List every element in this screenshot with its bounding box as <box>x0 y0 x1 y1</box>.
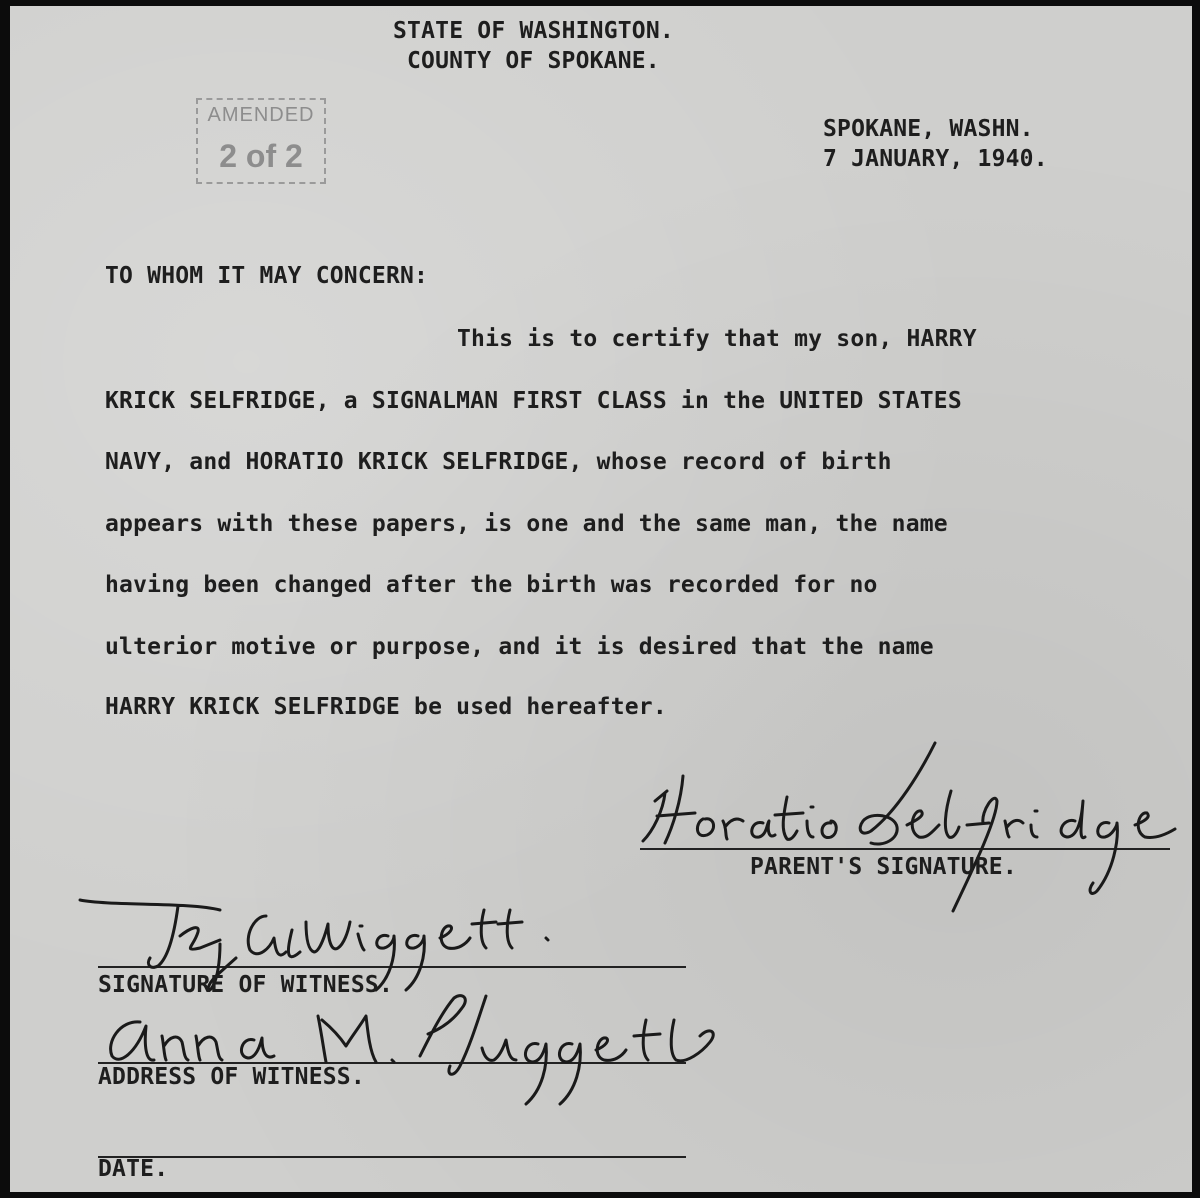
body-line: having been changed after the birth was recorded for no <box>105 572 878 598</box>
body-line: This is to certify that my son, HARRY <box>457 326 977 352</box>
body-line: HARRY KRICK SELFRIDGE be used hereafter. <box>105 694 667 720</box>
body-line: appears with these papers, is one and the same man, the name <box>105 511 948 537</box>
body-line: ulterior motive or purpose, and it is desired that the name <box>105 634 934 660</box>
salutation: TO WHOM IT MAY CONCERN: <box>105 263 429 289</box>
certificate-document <box>10 6 1192 1192</box>
date-text: 7 JANUARY, 1940. <box>823 146 1048 172</box>
parent-signature <box>635 731 1195 921</box>
header-state: STATE OF WASHINGTON. <box>393 18 674 44</box>
body-line: NAVY, and HORATIO KRICK SELFRIDGE, whose record of birth <box>105 449 892 475</box>
stamp-page-number: 2 of 2 <box>219 138 303 174</box>
stamp-top-text: AMENDED <box>207 104 315 126</box>
date-line <box>98 1156 686 1158</box>
parent-signature-label: PARENT'S SIGNATURE. <box>750 854 1017 880</box>
place-text: SPOKANE, WASHN. <box>823 116 1034 142</box>
header-county: COUNTY OF SPOKANE. <box>407 48 660 74</box>
address-signature-label: ADDRESS OF WITNESS. <box>98 1064 365 1090</box>
address-signature <box>90 986 730 1116</box>
date-label: DATE. <box>98 1156 169 1182</box>
body-line: KRICK SELFRIDGE, a SIGNALMAN FIRST CLASS in the UNITED STATES <box>105 388 962 414</box>
witness-signature-label: SIGNATURE OF WITNESS. <box>98 972 393 998</box>
amended-stamp <box>196 98 326 184</box>
